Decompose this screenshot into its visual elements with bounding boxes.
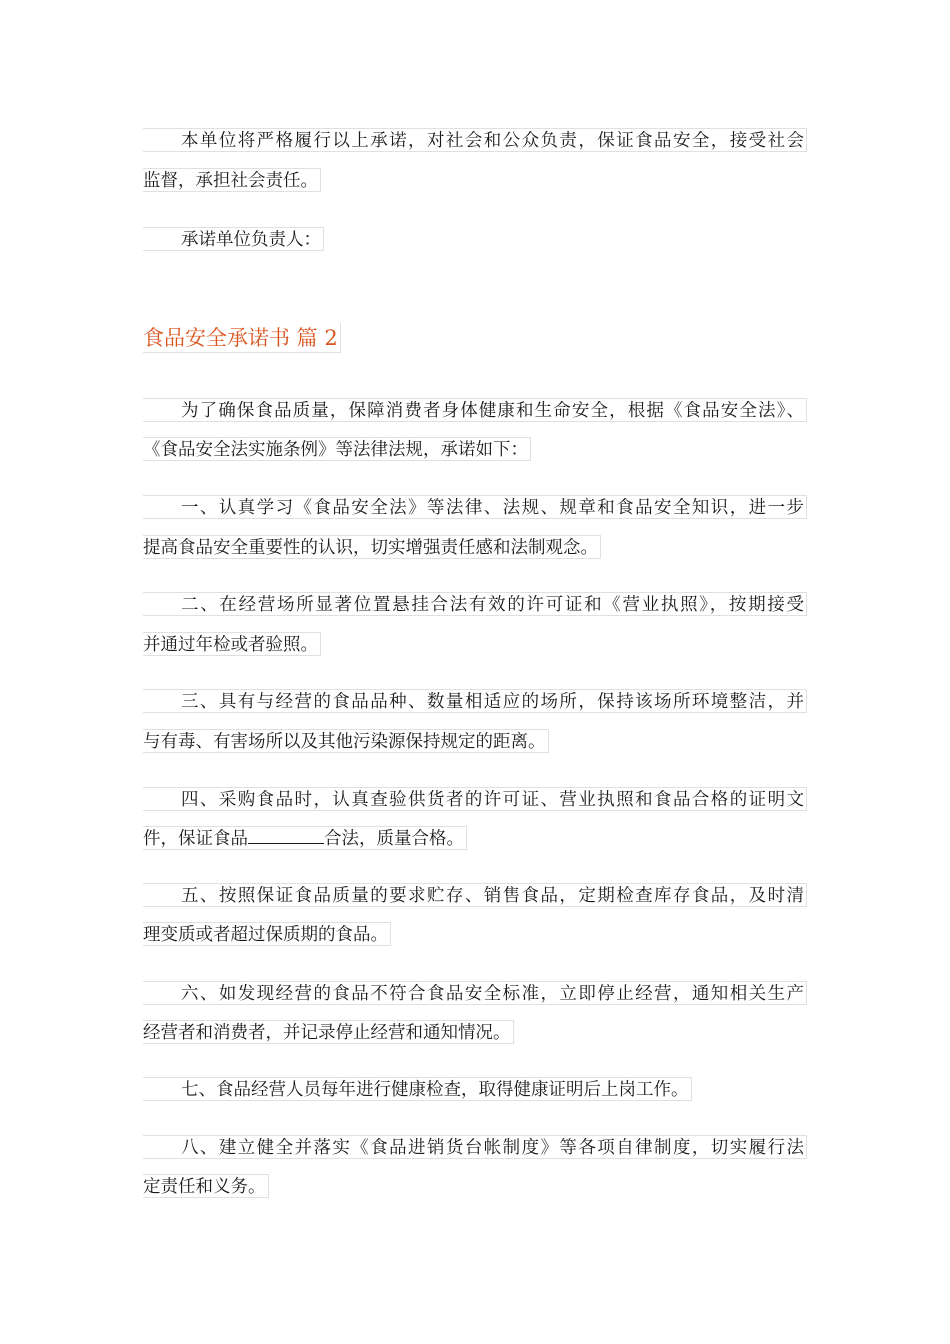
- item-4-line-1: 四、采购食品时，认真查验供货者的许可证、营业执照和食品合格的证明文: [143, 787, 807, 811]
- paragraph-signatory: 承诺单位负责人：: [143, 227, 324, 251]
- preamble-line-2: 《食品安全法实施条例》等法律法规，承诺如下：: [143, 437, 531, 461]
- item-1-line-2: 提高食品安全重要性的认识，切实增强责任感和法制观念。: [143, 535, 601, 559]
- item-1-line-1: 一、认真学习《食品安全法》等法律、法规、规章和食品安全知识，进一步: [143, 495, 807, 519]
- section-heading: 食品安全承诺书 篇 2: [143, 323, 341, 353]
- paragraph-commitment-line-1: 本单位将严格履行以上承诺，对社会和公众负责，保证食品安全，接受社会: [143, 128, 807, 152]
- fill-in-blank: [248, 827, 324, 844]
- item-5-line-2: 理变质或者超过保质期的食品。: [143, 922, 391, 946]
- item-8-line-1: 八、建立健全并落实《食品进销货台帐制度》等各项自律制度，切实履行法: [143, 1135, 807, 1159]
- preamble-line-1: 为了确保食品质量，保障消费者身体健康和生命安全，根据《食品安全法》、: [143, 398, 807, 422]
- item-3-line-2: 与有毒、有害场所以及其他污染源保持规定的距离。: [143, 729, 549, 753]
- item-5-line-1: 五、按照保证食品质量的要求贮存、销售食品，定期检查库存食品，及时清: [143, 883, 807, 907]
- item-2-line-1: 二、在经营场所显著位置悬挂合法有效的许可证和《营业执照》，按期接受: [143, 592, 807, 616]
- item-7-line-1: 七、食品经营人员每年进行健康检查，取得健康证明后上岗工作。: [143, 1077, 692, 1101]
- item-8-line-2: 定责任和义务。: [143, 1174, 269, 1198]
- item-6-line-2: 经营者和消费者，并记录停止经营和通知情况。: [143, 1020, 514, 1044]
- item-4-text-b: 合法，质量合格。: [324, 829, 464, 849]
- item-6-line-1: 六、如发现经营的食品不符合食品安全标准，立即停止经营，通知相关生产: [143, 981, 807, 1005]
- paragraph-commitment-line-2: 监督，承担社会责任。: [143, 168, 321, 192]
- item-4-line-2: [143, 826, 467, 850]
- item-3-line-1: 三、具有与经营的食品品种、数量相适应的场所，保持该场所环境整洁，并: [143, 689, 807, 713]
- item-2-line-2: 并通过年检或者验照。: [143, 632, 321, 656]
- item-4-text-a: 件，保证食品: [143, 829, 248, 849]
